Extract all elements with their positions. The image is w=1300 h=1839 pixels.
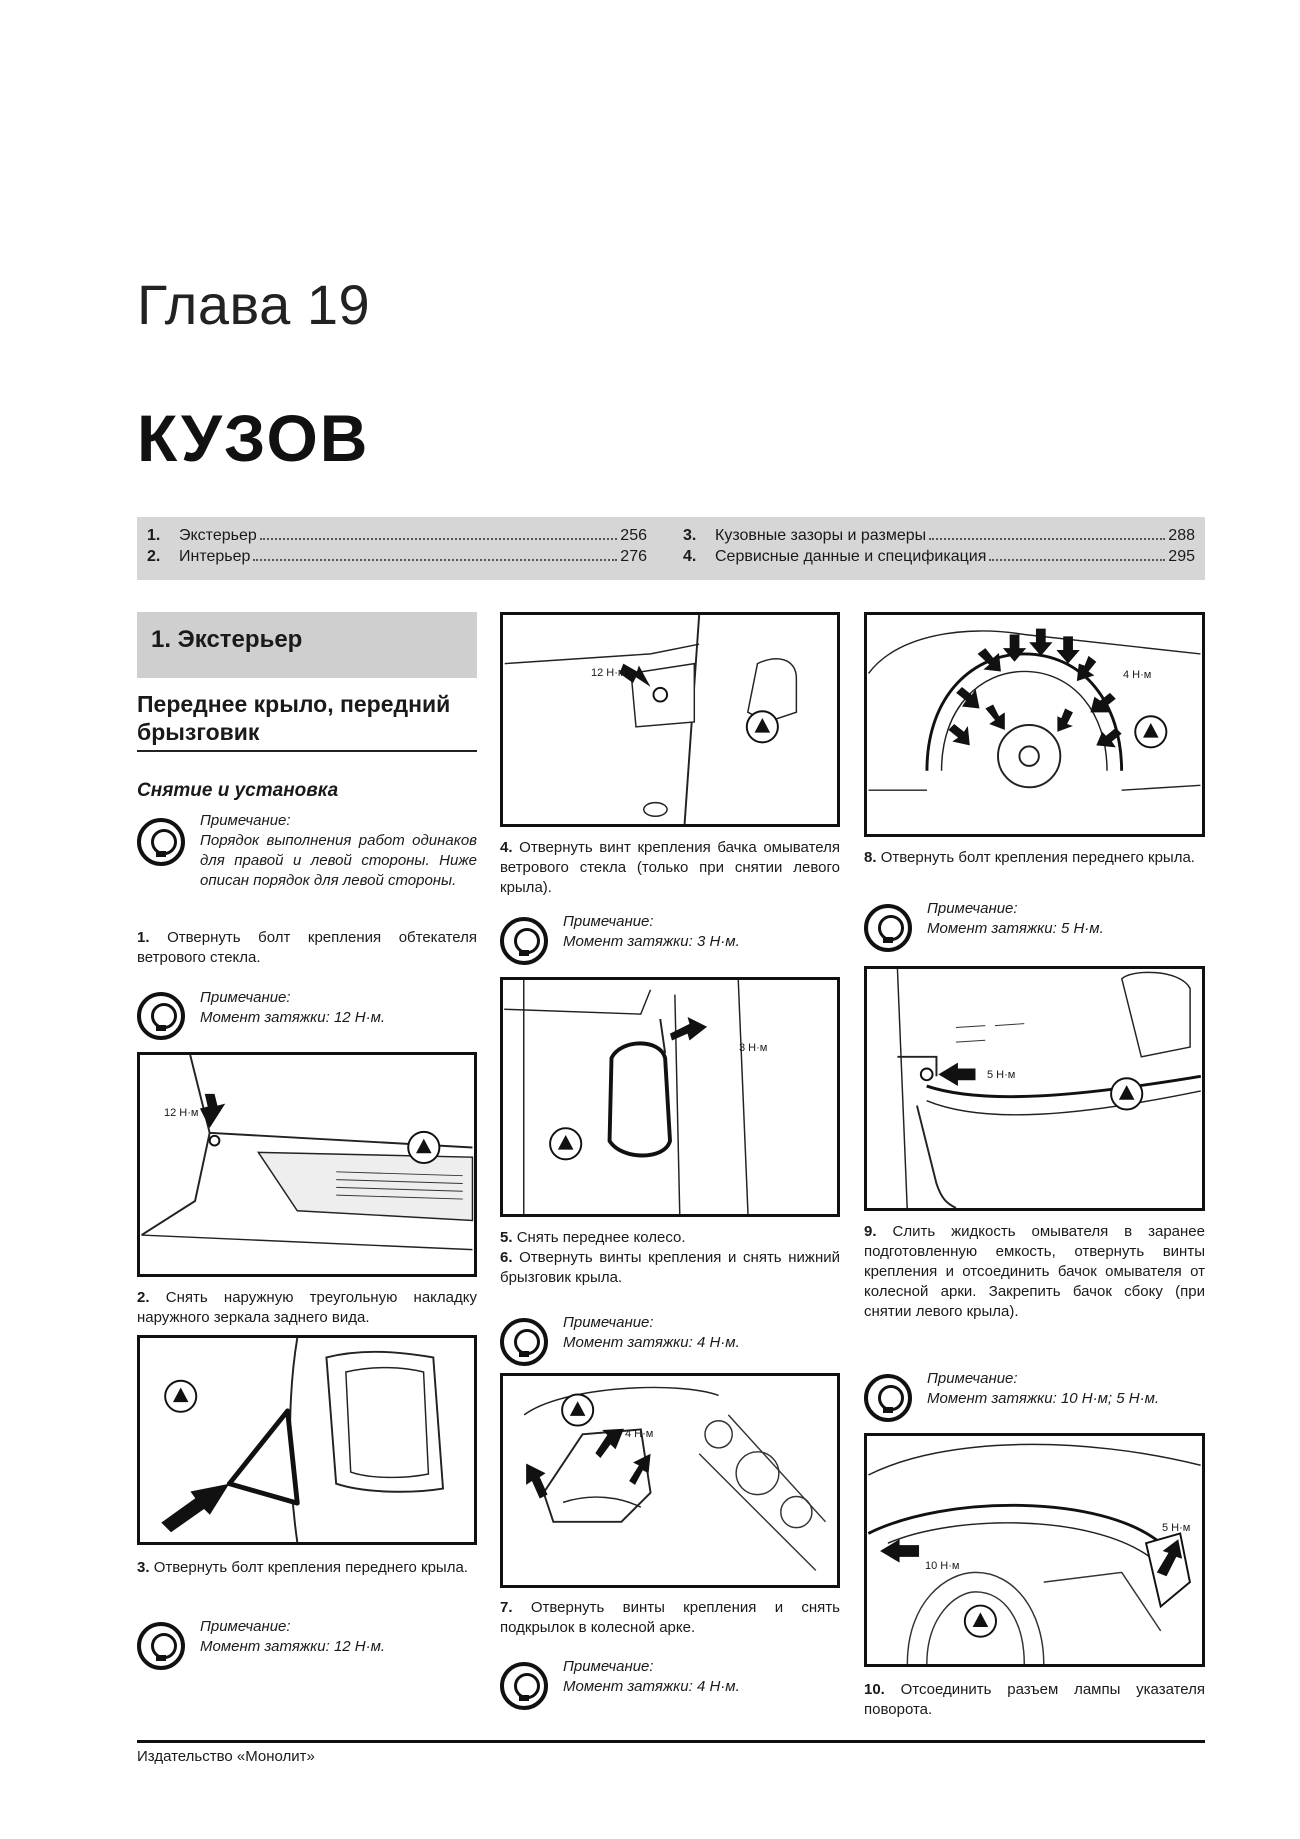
toc-leader <box>989 559 1165 561</box>
figure-fender-bolt <box>500 612 840 827</box>
step-text: Отвернуть болт крепления переднего крыла. <box>153 1559 468 1576</box>
step-number: 1. <box>137 929 150 946</box>
lightbulb-icon <box>137 818 185 866</box>
figure-washer-tank <box>500 977 840 1217</box>
note-text: Момент затяжки: 3 Н·м. <box>563 933 740 950</box>
step-number: 4. <box>500 839 513 856</box>
figure-drawing <box>867 615 1202 834</box>
toc-leader <box>929 538 1165 540</box>
section-title: 1. Экстерьер <box>151 626 303 653</box>
step-9 <box>864 1222 1205 1322</box>
note-label: Примечание: <box>927 900 1018 917</box>
step-text: Отвернуть болт крепления обтекателя ветрового стекла. <box>137 929 477 966</box>
publisher-footer: Издательство «Монолит» <box>137 1748 315 1765</box>
step-2 <box>137 1288 477 1328</box>
step-text: Отвернуть винт крепления бачка омывателя ветрового стекла (только при снятии левого крыла). <box>500 839 840 896</box>
step-3 <box>137 1558 477 1578</box>
note-label: Примечание: <box>200 812 291 829</box>
note-text: Момент затяжки: 12 Н·м. <box>200 1638 386 1655</box>
figure-wheel-arch-liner <box>500 1373 840 1588</box>
step-4 <box>500 838 840 898</box>
toc-num: 2. <box>147 548 161 565</box>
toc-title: Экстерьер <box>179 527 257 544</box>
step-number: 10. <box>864 1681 885 1698</box>
step-5 <box>500 1228 840 1248</box>
note-label: Примечание: <box>200 989 291 1006</box>
chapter-heading: Глава 19 <box>137 273 371 336</box>
figure-drawing <box>503 615 837 824</box>
step-10 <box>864 1680 1205 1720</box>
note-text: Момент затяжки: 12 Н·м. <box>200 1009 386 1026</box>
toc-page: 256 <box>620 527 647 544</box>
step-text: Отвернуть винты крепления и снять подкрылок в колесной арке. <box>500 1599 840 1636</box>
step-8 <box>864 848 1205 868</box>
note-label: Примечание: <box>563 1658 654 1675</box>
torque-label: 12 Н·м <box>591 667 626 679</box>
note-label: Примечание: <box>927 1370 1018 1387</box>
note-text: Порядок выполнения работ одинаков для правой и левой стороны. Ниже описан порядок для левой стороны. <box>200 832 477 889</box>
lightbulb-icon <box>500 1318 548 1366</box>
toc-num: 3. <box>683 527 697 544</box>
step-7 <box>500 1598 840 1638</box>
section-heading <box>137 612 477 678</box>
figure-drawing <box>140 1338 474 1542</box>
subsubsection-heading: Снятие и установка <box>137 780 339 801</box>
step-1 <box>137 928 477 968</box>
lightbulb-icon <box>864 904 912 952</box>
figure-wheel-arch-bolts <box>864 612 1205 837</box>
step-6 <box>500 1248 840 1288</box>
toc-item[interactable] <box>147 548 647 566</box>
toc-title: Интерьер <box>179 548 251 565</box>
figure-windshield-cowl <box>137 1052 477 1277</box>
subsection-heading: Переднее крыло, передний брызговик <box>137 690 477 752</box>
toc-leader <box>260 538 618 540</box>
step-number: 8. <box>864 849 877 866</box>
figure-drawing <box>867 969 1202 1208</box>
toc-page: 276 <box>620 548 647 565</box>
toc-num: 1. <box>147 527 161 544</box>
note-label: Примечание: <box>563 1314 654 1331</box>
step-text: Снять переднее колесо. <box>516 1229 686 1246</box>
lightbulb-icon <box>137 1622 185 1670</box>
step-text: Отвернуть винты крепления и снять нижний брызговик крыла. <box>500 1249 840 1286</box>
toc-title: Кузовные зазоры и размеры <box>715 527 927 544</box>
step-text: Отвернуть болт крепления переднего крыла. <box>880 849 1195 866</box>
note-text: Момент затяжки: 4 Н·м. <box>563 1678 740 1695</box>
footer-rule <box>137 1740 1205 1743</box>
toc-leader <box>253 559 617 561</box>
step-number: 7. <box>500 1599 513 1616</box>
toc-page: 288 <box>1168 527 1195 544</box>
step-text: Отсоединить разъем лампы указателя поворота. <box>864 1681 1205 1718</box>
step-text: Снять наружную треугольную накладку наружного зеркала заднего вида. <box>137 1289 477 1326</box>
torque-label: 5 Н·м <box>987 1069 1016 1081</box>
lightbulb-icon <box>137 992 185 1040</box>
lightbulb-icon <box>864 1374 912 1422</box>
figure-mirror-trim <box>137 1335 477 1545</box>
figure-drawing <box>867 1436 1202 1664</box>
toc-item[interactable] <box>683 548 1195 566</box>
lightbulb-icon <box>500 917 548 965</box>
toc-title: Сервисные данные и спецификация <box>715 548 987 565</box>
step-number: 2. <box>137 1289 150 1306</box>
torque-label: 4 Н·м <box>1123 669 1152 681</box>
step-number: 6. <box>500 1249 513 1266</box>
torque-label: 10 Н·м <box>925 1560 960 1572</box>
toc-page: 295 <box>1168 548 1195 565</box>
page-title: КУЗОВ <box>137 401 370 475</box>
note-label: Примечание: <box>563 913 654 930</box>
torque-label: 3 Н·м <box>739 1042 768 1054</box>
note-text: Момент затяжки: 10 Н·м; 5 Н·м. <box>927 1390 1160 1407</box>
toc-item[interactable] <box>147 527 647 545</box>
step-number: 9. <box>864 1223 877 1240</box>
figure-turn-signal-connector <box>864 1433 1205 1667</box>
figure-drawing <box>503 980 837 1214</box>
torque-label: 5 Н·м <box>1162 1522 1191 1534</box>
table-of-contents <box>137 517 1205 580</box>
note-text: Момент затяжки: 4 Н·м. <box>563 1334 740 1351</box>
torque-label: 12 Н·м <box>164 1107 199 1119</box>
lightbulb-icon <box>500 1662 548 1710</box>
toc-item[interactable] <box>683 527 1195 545</box>
torque-label: 4 Н·м <box>625 1428 654 1440</box>
note-label: Примечание: <box>200 1618 291 1635</box>
figure-drawing <box>503 1376 837 1585</box>
figure-fender-lower-bolt <box>864 966 1205 1211</box>
toc-num: 4. <box>683 548 697 565</box>
figure-drawing <box>140 1055 474 1274</box>
note-text: Момент затяжки: 5 Н·м. <box>927 920 1104 937</box>
step-number: 3. <box>137 1559 150 1576</box>
step-text: Слить жидкость омывателя в заранее подготовленную емкость, отвернуть винты крепления и отсоединить бачок омывателя от колесной арки. Закрепить бачок сбоку (при снятии левого крыла). <box>864 1223 1205 1320</box>
step-number: 5. <box>500 1229 513 1246</box>
